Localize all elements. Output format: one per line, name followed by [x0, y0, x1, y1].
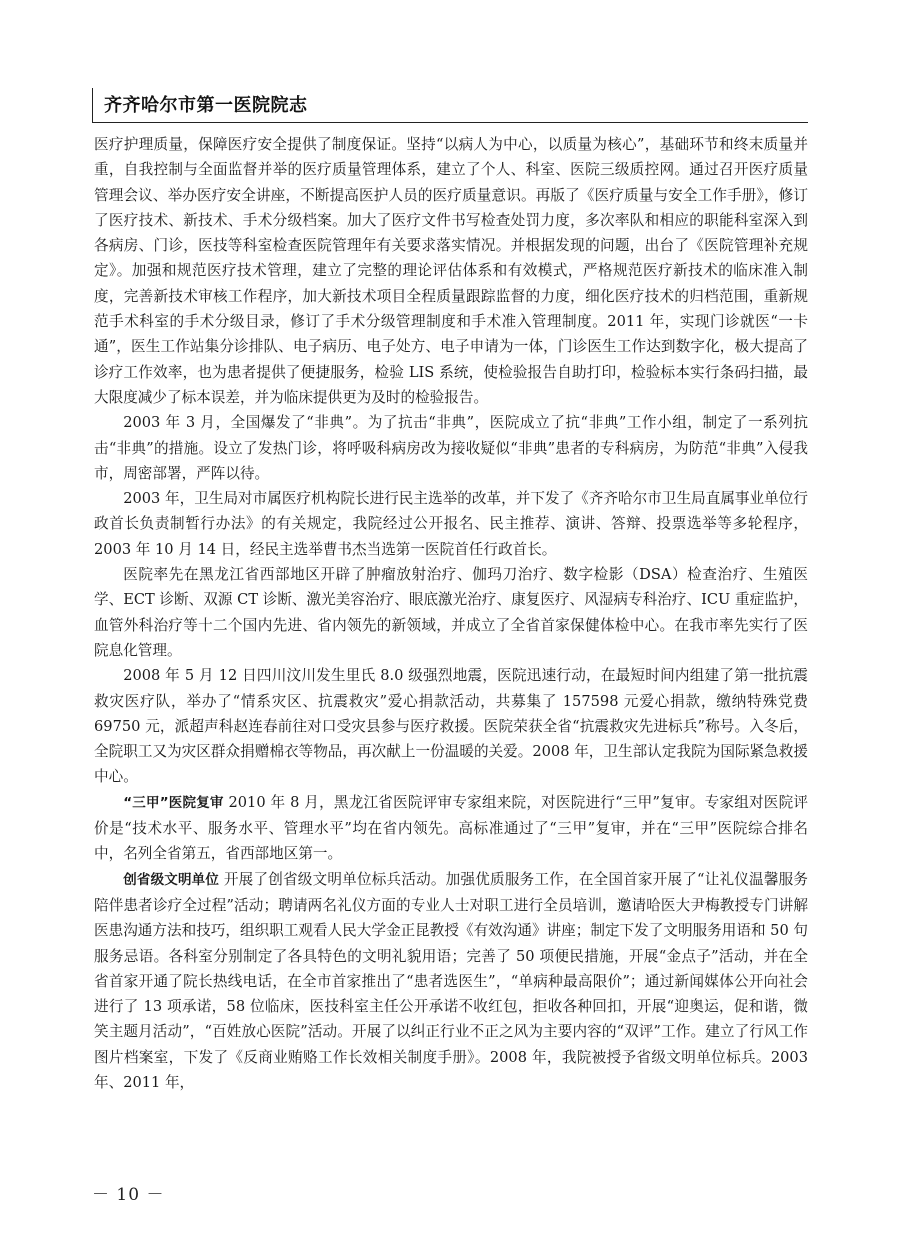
paragraph-text: 2003 年 3 月，全国爆发了“非典”。为了抗击“非典”，医院成立了抗“非典”工作小组，制定了一系列抗击“非典”的措施。设立了发热门诊，将呼吸科病房改为接收疑似“非典”患者的专科病房，为防范“非典”入侵我市，周密部署，严阵以待。 — [94, 414, 808, 482]
paragraph-text: 医疗护理质量，保障医疗安全提供了制度保证。坚持“以病人为中心，以质量为核心”，基础环节和终末质量并重，自我控制与全面监督并举的医疗质量管理体系，建立了个人、科室、医院三级质控网。通过召开医疗质量管理会议、举办医疗安全讲座，不断提高医护人员的医疗质量意识。再版了《医疗质量与安全工作手册》，修订了医疗技术、新技术、手术分级档案。加大了医疗文件书写检查处罚力度，多次率队和相应的职能科室深入到各病房、门诊，医技等科室检查医院管理年有关要求落实情况。并根据发现的问题，出台了《医院管理补充规定》。加强和规范医疗技术管理，建立了完整的理论评估体系和有效模式，严格规范医疗新技术的临床准入制度，完善新技术审核工作程序，加大新技术项目全程质量跟踪监督的力度，细化医疗技术的归档范围，重新规范手术科室的手术分级目录，修订了手术分级管理制度和手术准入管理制度。2011 年，实现门诊就医“一卡通”，医生工作站集分诊排队、电子病历、电子处方、电子申请为一体，门诊医生工作达到数字化，极大提高了诊疗工作效率，也为患者提供了便捷服务，检验 LIS 系统，使检验报告自助打印，检验标本实行条码扫描，最大限度减少了标本误差，并为临床提供更为及时的检验报告。 — [94, 136, 808, 406]
paragraph-sars — [94, 410, 808, 486]
paragraph-lead: 创省级文明单位 — [123, 871, 220, 888]
paragraph-text: 医院率先在黑龙江省西部地区开辟了肿瘤放射治疗、伽玛刀治疗、数字检影（DSA）检查治疗、生殖医学、ECT 诊断、双源 CT 诊断、激光美容治疗、眼底激光治疗、康复医疗、风湿病专科治疗、ICU 重症监护，血管外科治疗等十二个国内先进、省内领先的新领域，并成立了全省首家保健体检中心。在我市率先实行了医院息化管理。 — [94, 566, 808, 659]
header-left-rule — [92, 88, 93, 122]
paragraph-text: 2010 年 8 月，黑龙江省医院评审专家组来院，对医院进行“三甲”复审。专家组对医院评价是“技术水平、服务水平、管理水平”均在省内领先。高标准通过了“三甲”复审，并在“三甲”医院综合排名中，名列全省第五，省西部地区第一。 — [94, 793, 809, 863]
paragraph-text: 2003 年，卫生局对市属医疗机构院长进行民主选举的改革，并下发了《齐齐哈尔市卫生局直属事业单位行政首长负责制暂行办法》的有关规定，我院经过公开报名、民主推荐、演讲、答辩、投票选举等多轮程序，2003 年 10 月 14 日，经民主选举曹书杰当选第一医院首任行政首长。 — [94, 490, 808, 558]
header-rule — [92, 122, 808, 123]
paragraph-quality-management — [94, 132, 808, 410]
page-number: － 10 － — [92, 1185, 165, 1205]
paragraph-text: 2008 年 5 月 12 日四川汶川发生里氏 8.0 级强烈地震，医院迅速行动，在最短时间内组建了第一批抗震救灾医疗队，举办了“情系灾区、抗震救灾”爱心捐款活动，共募集了 157598 元爱心捐款，缴纳特殊党费 69750 元，派超声科赵连春前往对口受灾县参与医疗救援。医院荣获全省“抗震救灾先进标兵”称号。入冬后，全院职工又为灾区群众捐赠棉衣等物品，再次献上一份温暖的关爱。2008 年，卫生部认定我院为国际紧急救援中心。 — [94, 667, 808, 786]
running-header — [92, 88, 808, 118]
paragraph-lead: “三甲”医院复审 — [123, 794, 224, 811]
paragraph-civilized-unit — [94, 867, 808, 1096]
paragraph-new-fields — [94, 562, 808, 663]
paragraph-three-a-review — [94, 790, 808, 867]
paragraph-text: 开展了创省级文明单位标兵活动。加强优质服务工作，在全国首家开展了“让礼仪温馨服务陪伴患者诊疗全过程”活动；聘请两名礼仪方面的专业人士对职工进行全员培训，邀请哈医大尹梅教授专门讲解医患沟通方法和技巧，组织职工观看人民大学金正昆教授《有效沟通》讲座；制定下发了文明服务用语和 50 句服务忌语。各科室分别制定了各具特色的文明礼貌用语；完善了 50 项便民措施，开展“金点子”活动，并在全省首家开通了院长热线电话，在全市首家推出了“患者选医生”，“单病种最高限价”；通过新闻媒体公开向社会进行了 13 项承诺，58 位临床，医技科室主任公开承诺不收红包，拒收各种回扣，开展“迎奥运，促和谐，微笑主题月活动”，“百姓放心医院”活动。开展了以纠正行业不正之风为主要内容的“双评”工作。建立了行风工作图片档案室，下发了《反商业贿赂工作长效相关制度手册》。2008 年，我院被授予省级文明单位标兵。2003 年、2011 年， — [94, 870, 809, 1091]
paragraph-election — [94, 486, 808, 562]
page-body — [94, 132, 808, 1095]
paragraph-earthquake-relief — [94, 663, 808, 789]
book-title: 齐齐哈尔市第一医院院志 — [104, 95, 308, 116]
